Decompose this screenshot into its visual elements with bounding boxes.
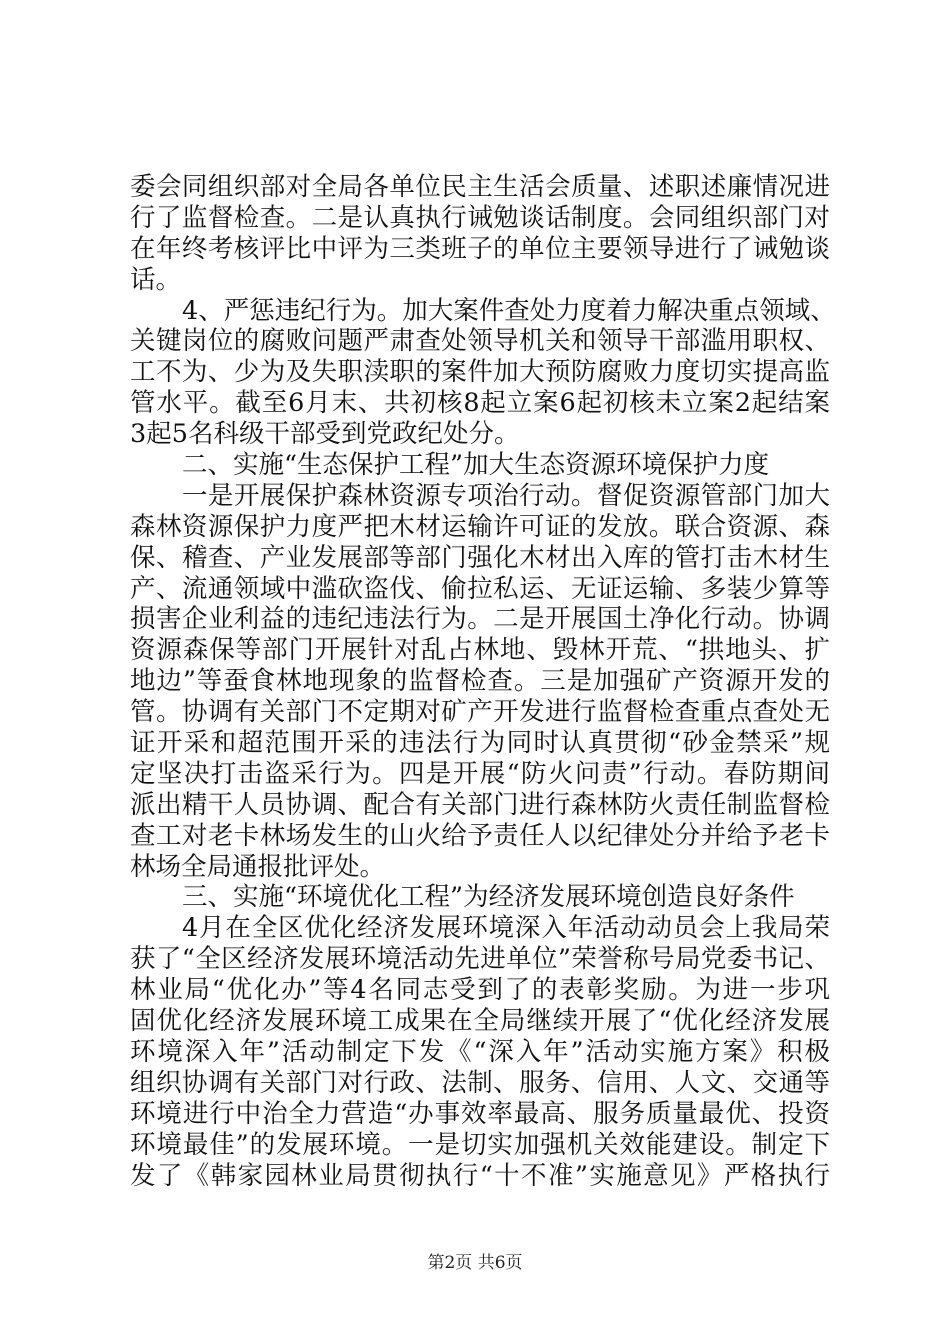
text-line: 行了监督检查。二是认真执行诫勉谈话制度。会同组织部门对	[130, 202, 830, 233]
text-line: 资源森保等部门开展针对乱占林地、毁林开荒、“拱地头、扩	[130, 635, 830, 666]
text-line: 话。	[130, 264, 182, 295]
text-line: 一是开展保护森林资源专项治行动。督促资源管部门加大	[182, 480, 830, 511]
text-line: 在年终考核评比中评为三类班子的单位主要领导进行了诫勉谈	[130, 233, 830, 264]
text-line: 组织协调有关部门对行政、法制、服务、信用、人文、交通等	[130, 1067, 830, 1098]
text-line: 查工对老卡林场发生的山火给予责任人以纪律处分并给予老卡	[130, 820, 830, 851]
text-line: 4月在全区优化经济发展环境深入年活动动员会上我局荣	[182, 913, 830, 944]
text-line: 地边”等蚕食林地现象的监督检查。三是加强矿产资源开发的	[130, 666, 830, 697]
document-body	[130, 172, 836, 1191]
text-line: 环境最佳”的发展环境。一是切实加强机关效能建设。制定下	[130, 1129, 830, 1160]
text-line: 派出精干人员协调、配合有关部门进行森林防火责任制监督检	[130, 789, 830, 820]
page-number-footer: 第2页 共6页	[427, 1253, 523, 1273]
text-line: 证开采和超范围开采的违法行为同时认真贯彻“砂金禁采”规	[130, 728, 830, 759]
text-line: 二、实施“生态保护工程”加大生态资源环境保护力度	[182, 450, 770, 481]
text-line: 管水平。截至6月末、共初核8起立案6起初核未立案2起结案	[130, 388, 830, 419]
text-line: 管。协调有关部门不定期对矿产开发进行监督检查重点查处无	[130, 697, 830, 728]
text-line: 定坚决打击盗采行为。四是开展“防火问责”行动。春防期间	[130, 758, 830, 789]
text-line: 3起5名科级干部受到党政纪处分。	[130, 419, 520, 450]
text-line: 发了《韩家园林业局贯彻执行“十不准”实施意见》严格执行	[130, 1160, 830, 1191]
text-line: 环境深入年”活动制定下发《“深入年”活动实施方案》积极	[130, 1036, 830, 1067]
text-line: 获了“全区经济发展环境活动先进单位”荣誉称号局党委书记、	[130, 944, 830, 975]
text-line: 委会同组织部对全局各单位民主生活会质量、述职述廉情况进	[130, 172, 830, 202]
text-line: 工不为、少为及失职渎职的案件加大预防腐败力度切实提高监	[130, 357, 830, 388]
text-line: 林业局“优化办”等4名同志受到了的表彰奖励。为进一步巩	[130, 975, 830, 1006]
text-line: 森林资源保护力度严把木材运输许可证的发放。联合资源、森	[130, 511, 830, 542]
text-line: 关键岗位的腐败问题严肃查处领导机关和领导干部滥用职权、	[130, 326, 830, 357]
text-line: 三、实施“环境优化工程”为经济发展环境创造良好条件	[182, 882, 795, 913]
text-line: 环境进行中治全力营造“办事效率最高、服务质量最优、投资	[130, 1098, 830, 1129]
text-line: 损害企业利益的违纪违法行为。二是开展国土净化行动。协调	[130, 604, 830, 635]
text-line: 林场全局通报批评处。	[130, 851, 386, 882]
text-line: 固优化经济发展环境工成果在全局继续开展了“优化经济发展	[130, 1006, 830, 1037]
text-line: 4、严惩违纪行为。加大案件查处力度着力解决重点领域、	[182, 295, 836, 326]
text-line: 保、稽查、产业发展部等部门强化木材出入库的管打击木材生	[130, 542, 830, 573]
text-line: 产、流通领域中滥砍盗伐、偷拉私运、无证运输、多装少算等	[130, 573, 830, 604]
